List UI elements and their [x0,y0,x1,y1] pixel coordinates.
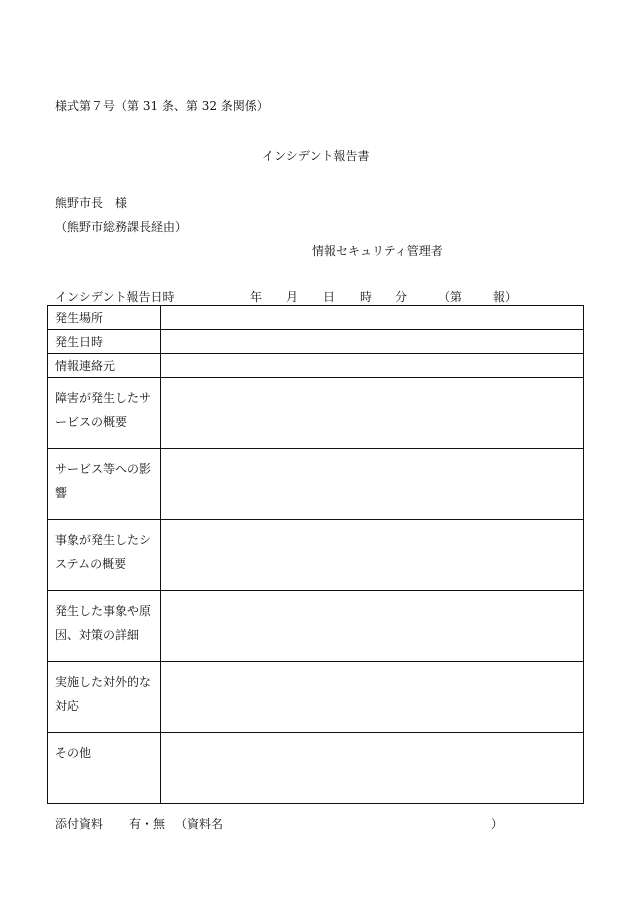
minute-unit: 分 [395,290,408,304]
document-title: インシデント報告書 [262,149,370,163]
table-row [48,520,584,591]
sender: 情報セキュリティ管理者 [312,244,443,258]
row-value-system-overview[interactable] [161,520,584,591]
table-row [48,662,584,733]
row-value-external-response[interactable] [161,662,584,733]
form-number: 様式第７号（第 31 条、第 32 条関係） [55,99,269,113]
attachments-choice[interactable]: 有・無 [129,817,166,831]
table-row [48,591,584,662]
incident-report-table [47,305,584,804]
day-unit: 日 [323,290,336,304]
row-value-location[interactable] [161,306,584,330]
table-row [48,733,584,804]
year-unit: 年 [250,290,263,304]
recipient-via: （熊野市総務課長経由） [55,220,188,234]
table-row [48,354,584,378]
table-row [48,306,584,330]
recipient: 熊野市長 様 [55,196,128,210]
table-row [48,449,584,520]
report-datetime-line[interactable] [55,291,517,306]
row-value-affected-service[interactable] [161,378,584,449]
report-datetime-label: インシデント報告日時 [55,290,175,304]
row-label-location: 発生場所 [48,306,161,330]
row-label-other: その他 [48,733,161,804]
attachments-label: 添付資料 [55,817,104,831]
row-label-contact-source: 情報連絡元 [48,354,161,378]
row-value-other[interactable] [161,733,584,804]
attachment-name-open: （資料名 [175,817,224,831]
hour-unit: 時 [360,290,373,304]
row-label-event-details: 発生した事象や原因、対策の詳細 [48,591,161,662]
row-label-affected-service: 障害が発生したサービスの概要 [48,378,161,449]
row-label-service-impact: サービス等への影響 [48,449,161,520]
table-row [48,330,584,354]
report-number-open: （第 [438,290,463,304]
row-label-datetime: 発生日時 [48,330,161,354]
row-value-event-details[interactable] [161,591,584,662]
row-value-datetime[interactable] [161,330,584,354]
row-value-contact-source[interactable] [161,354,584,378]
row-label-system-overview: 事象が発生したシステムの概要 [48,520,161,591]
table-row [48,378,584,449]
attachment-name-close: ） [491,817,504,831]
report-number-close: 報） [493,290,518,304]
row-value-service-impact[interactable] [161,449,584,520]
month-unit: 月 [286,290,299,304]
row-label-external-response: 実施した対外的な対応 [48,662,161,733]
